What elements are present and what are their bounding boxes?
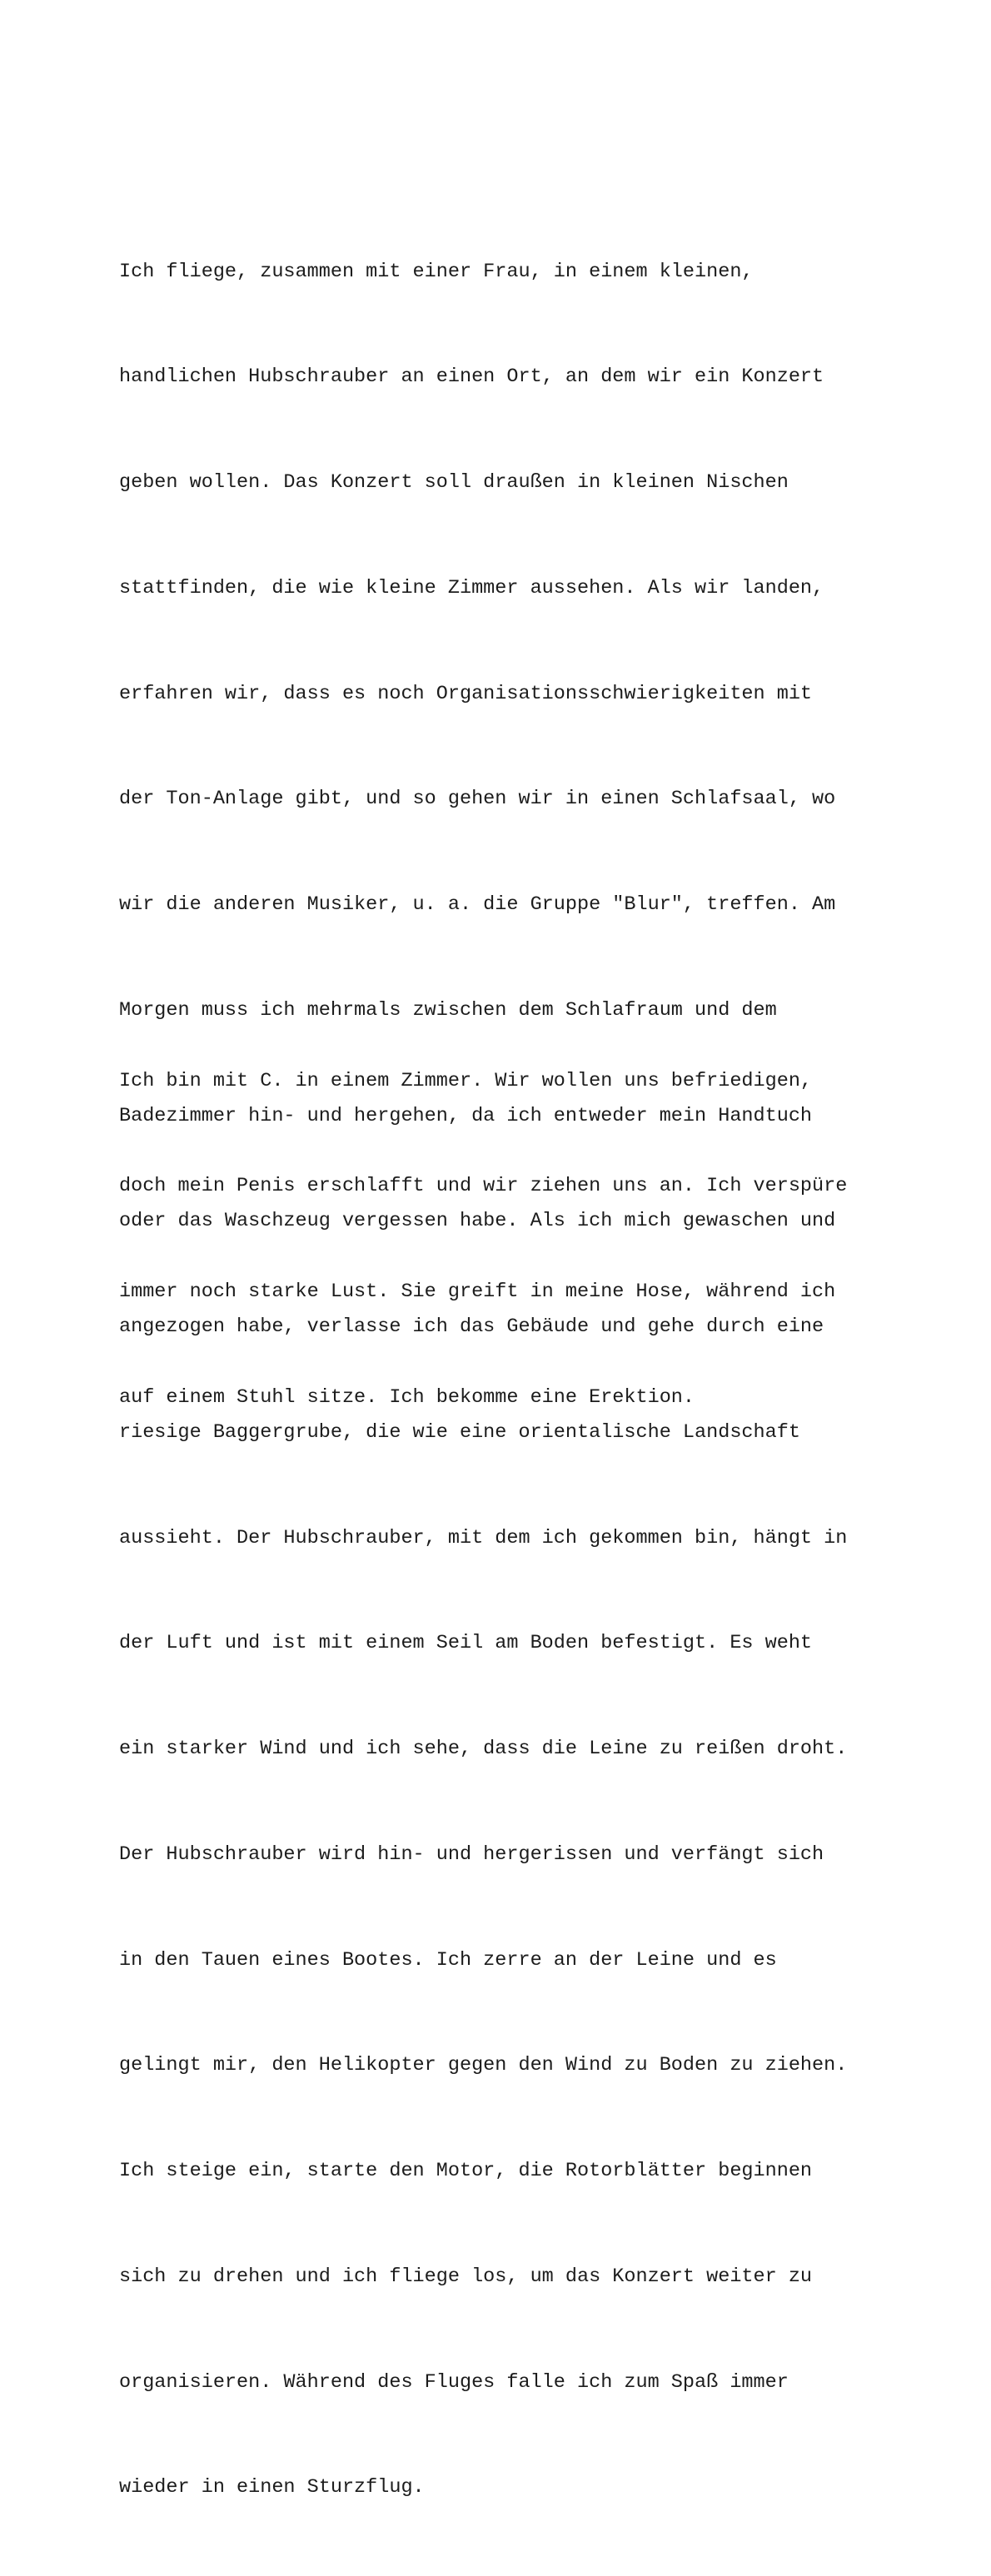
text-line: immer noch starke Lust. Sie greift in meine Hose, während ich xyxy=(119,1281,836,1303)
text-line: stattfinden, die wie kleine Zimmer aussehen. Als wir landen, xyxy=(119,576,824,599)
text-line: Badezimmer hin- und hergehen, da ich entweder mein Handtuch xyxy=(119,1104,813,1127)
text-line: in den Tauen eines Bootes. Ich zerre an der Leine und es xyxy=(119,1948,777,1972)
text-line: erfahren wir, dass es noch Organisationsschwierigkeiten mit xyxy=(119,682,813,705)
text-line: der Ton-Anlage gibt, und so gehen wir in einen Schlafsaal, wo xyxy=(119,788,836,811)
text-line: organisieren. Während des Fluges falle ich zum Spaß immer xyxy=(119,2370,789,2394)
dream-paragraph-room xyxy=(119,993,885,1486)
text-line: wieder in einen Sturzflug. xyxy=(119,2476,425,2499)
text-line: geben wollen. Das Konzert soll draußen in kleinen Nischen xyxy=(119,471,789,494)
text-line: Ich bin mit C. in einem Zimmer. Wir wollen uns befriedigen, xyxy=(119,1069,813,1092)
text-line: doch mein Penis erschlafft und wir ziehen uns an. Ich verspüre xyxy=(119,1175,848,1198)
text-line: ein starker Wind und ich sehe, dass die Leine zu reißen droht. xyxy=(119,1738,848,1760)
text-line: Ich fliege, zusammen mit einer Frau, in einem kleinen, xyxy=(119,260,754,283)
text-line: angezogen habe, verlasse ich das Gebäude und gehe durch eine xyxy=(119,1315,824,1338)
text-line: sich zu drehen und ich fliege los, um das Konzert weiter zu xyxy=(119,2265,813,2288)
text-line: Der Hubschrauber wird hin- und hergerissen und verfängt sich xyxy=(119,1842,824,1866)
text-line: riesige Baggergrube, die wie eine orientalische Landschaft xyxy=(119,1420,800,1444)
text-line: Ich steige ein, starte den Motor, die Rotorblätter beginnen xyxy=(119,2160,813,2182)
text-line: Morgen muss ich mehrmals zwischen dem Schlafraum und dem xyxy=(119,998,777,1022)
text-line: aussieht. Der Hubschrauber, mit dem ich gekommen bin, hängt in xyxy=(119,1526,848,1549)
text-line: oder das Waschzeug vergessen habe. Als ich mich gewaschen und xyxy=(119,1210,836,1233)
text-line: gelingt mir, den Helikopter gegen den Wind zu Boden zu ziehen. xyxy=(119,2054,848,2077)
text-line: auf einem Stuhl sitze. Ich bekomme eine Erektion. xyxy=(119,1385,695,1409)
text-line: handlichen Hubschrauber an einen Ort, an dem wir ein Konzert xyxy=(119,366,824,389)
text-line: der Luft und ist mit einem Seil am Boden befestigt. Es weht xyxy=(119,1632,813,1655)
text-line: wir die anderen Musiker, u. a. die Gruppe "Blur", treffen. Am xyxy=(119,893,836,916)
